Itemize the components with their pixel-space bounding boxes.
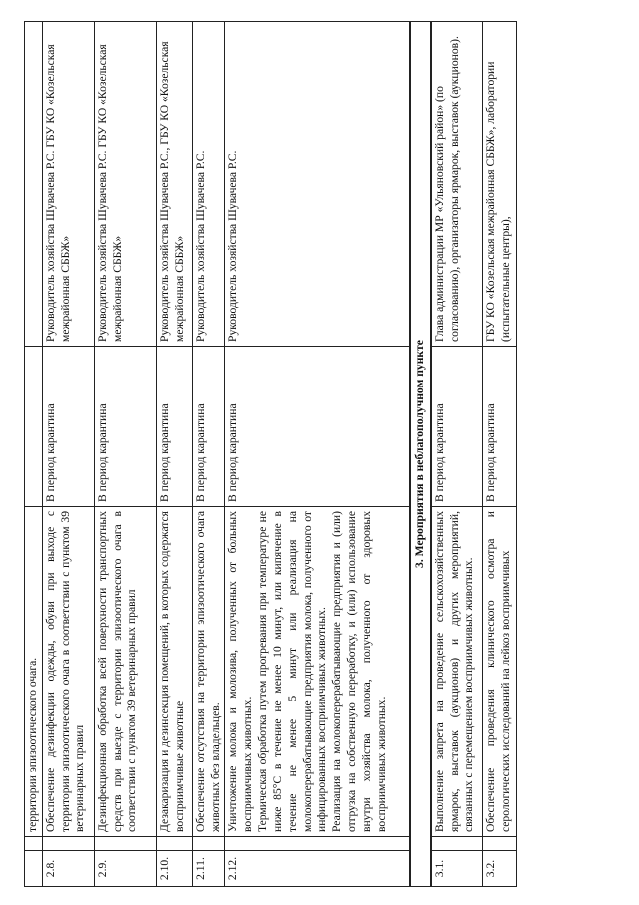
action-cell: Обеспечение проведения клинического осмотра и серологических исследований на лейкоз восприимчивых bbox=[483, 507, 517, 837]
action-paragraph: Уничтожение молока и молозива, полученных от больных восприимчивых животных. bbox=[226, 511, 255, 832]
action-paragraph: Реализация на молокоперерабатывающие предприятия и (или) отгрузка на собственную переработку, и (или) использование внутри хозяйства молока, полученного от здоровых восприимчивых животных. bbox=[330, 511, 388, 832]
responsible-cell: Глава администрации МР «Ульяновский район» (по согласованию), организаторы ярмарок, выставок (аукционов). bbox=[431, 22, 483, 347]
term-cell: В период карантина bbox=[94, 347, 156, 507]
responsible-cell: Руководитель хозяйства Шувачева Р.С. bbox=[225, 22, 410, 347]
section-header-row bbox=[410, 22, 431, 887]
table-row bbox=[483, 22, 517, 887]
row-number: 3.1. bbox=[431, 851, 483, 887]
table-row bbox=[431, 22, 483, 887]
action-cell: Обеспечение отсутствия на территории эпизоотического очага животных без владельцев. bbox=[192, 507, 225, 837]
action-cell: Дезинфекционная обработка всей поверхности транспортных средств при выезде с территории эпизоотического очага в соответствии с пунктом 39 ветеринарных правил bbox=[94, 507, 156, 837]
term-cell: В период карантина bbox=[483, 347, 517, 507]
row-number: 2.12. bbox=[225, 851, 410, 887]
table-row bbox=[192, 22, 225, 887]
action-cell: Дезакаризация и дезинсекция помещений, в которых содержатся восприимчивые животные bbox=[156, 507, 192, 837]
responsible-cell: Руководитель хозяйства Шувачева Р.С. bbox=[192, 22, 225, 347]
action-cell bbox=[225, 507, 410, 837]
table-row bbox=[156, 22, 192, 887]
action-cell: Обеспечение дезинфекции одежды, обуви при выходе с территории эпизоотического очага в соответствии с пунктом 39 ветеринарных правил bbox=[42, 507, 94, 837]
table-row bbox=[94, 22, 156, 887]
responsible-cell: Руководитель хозяйства Шувачева Р.С. ГБУ КО «Козельская межрайонная СББЖ» bbox=[42, 22, 94, 347]
row-number: 2.11. bbox=[192, 851, 225, 887]
action-paragraph: Термическая обработка путем прогревания при температуре не ниже 85°С в течение не менее 10 минут, или кипячение в течение не менее 5 минут или реализация на молокоперерабатывающие предприятия молока, полученного от инфицированных восприимчивых животных. bbox=[256, 511, 329, 832]
action-cell: территории эпизоотического очага. bbox=[25, 507, 43, 837]
term-cell: В период карантина bbox=[42, 347, 94, 507]
table-row bbox=[25, 22, 43, 887]
term-cell: В период карантина bbox=[156, 347, 192, 507]
row-number: 2.9. bbox=[94, 851, 156, 887]
term-cell: В период карантина bbox=[225, 347, 410, 507]
responsible-cell: ГБУ КО «Козельская межрайонная СББЖ», лаборатории (испытательные центры), bbox=[483, 22, 517, 347]
responsible-cell: Руководитель хозяйства Шувачева Р.С. ГБУ КО «Козельская межрайонная СББЖ» bbox=[94, 22, 156, 347]
row-number: 2.8. bbox=[42, 851, 94, 887]
term-cell: В период карантина bbox=[192, 347, 225, 507]
responsible-cell: Руководитель хозяйства Шувачева Р.С., ГБУ КО «Козельская межрайонная СББЖ» bbox=[156, 22, 192, 347]
action-cell: Выполнение запрета на проведение сельскохозяйственных ярмарок, выставок (аукционов) и других мероприятий, связанных с перемещением восприимчивых животных. bbox=[431, 507, 483, 837]
section-title: 3. Мероприятия в неблагополучном пункте bbox=[410, 22, 431, 887]
row-number: 3.2. bbox=[483, 851, 517, 887]
quarantine-measures-table bbox=[24, 21, 517, 887]
table-row bbox=[42, 22, 94, 887]
term-cell: В период карантина bbox=[431, 347, 483, 507]
table-row bbox=[225, 22, 410, 887]
row-number: 2.10. bbox=[156, 851, 192, 887]
